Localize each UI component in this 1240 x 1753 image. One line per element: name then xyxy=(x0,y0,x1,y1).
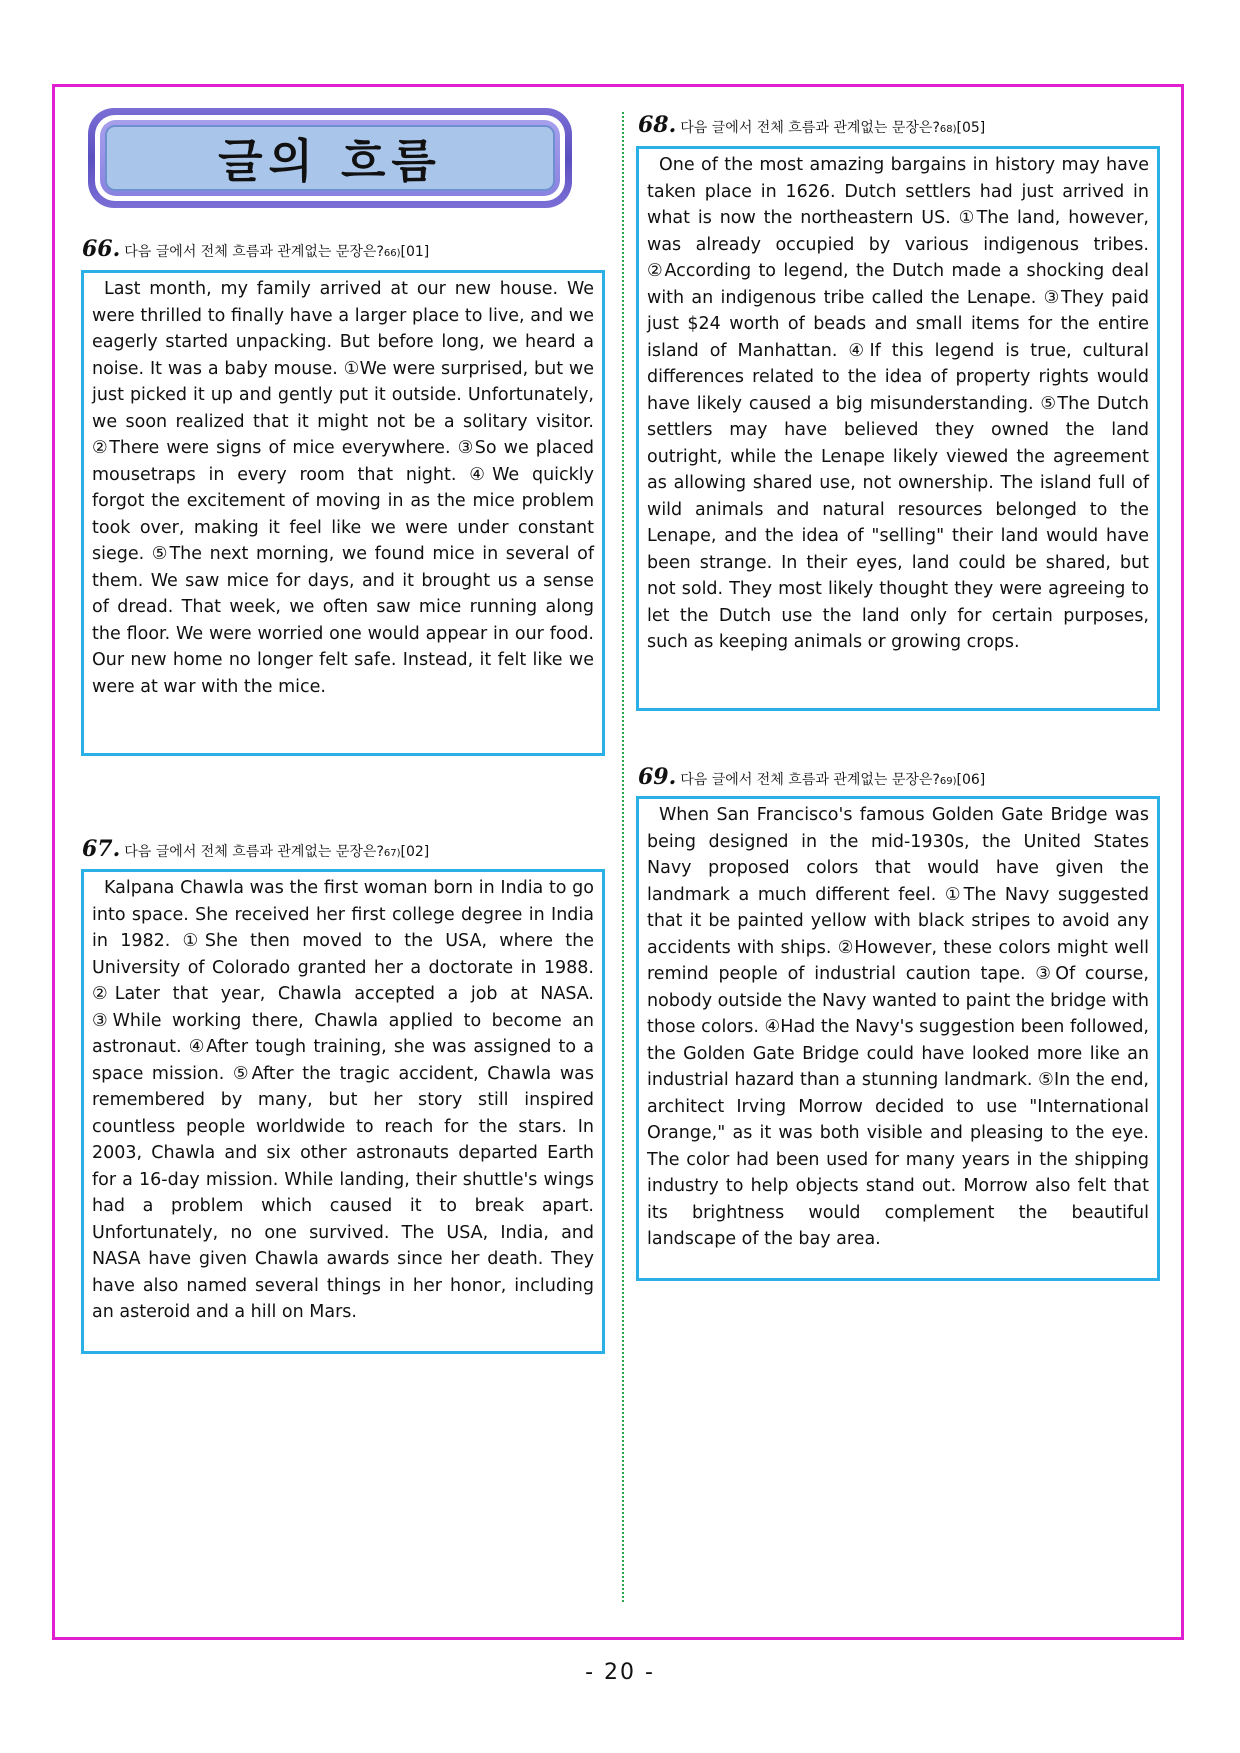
question-code: [05] xyxy=(956,120,986,136)
question-ref: 69) xyxy=(939,776,957,787)
question-67-header xyxy=(82,836,429,862)
question-code: [06] xyxy=(956,772,986,788)
question-ref: 68) xyxy=(939,124,957,135)
question-66-header xyxy=(82,236,429,262)
question-ref: 66) xyxy=(383,248,401,259)
question-prompt: 다음 글에서 전체 흐름과 관계없는 문장은? xyxy=(124,844,384,860)
question-number: 67. xyxy=(82,836,121,862)
passage-66: Last month, my family arrived at our new house. We were thrilled to finally have a larger place to live, and we eagerly started unpacking. But before long, we heard a noise. It was a baby mouse. ①We were surprised, but we just picked it up and gently put it outside. Unfortunately, we soon realized that it might not be a solitary visitor. ②There were signs of mice everywhere. ③So we placed mousetraps in every room that night. ④We quickly forgot the excitement of moving in as the mice problem took over, making it feel like we were under constant siege. ⑤The next morning, we found mice in several of them. We saw mice for days, and it brought us a sense of dread. That week, we often saw mice running along the floor. We were worried one would appear in our food. Our new home no longer felt safe. Instead, it felt like we were at war with the mice. xyxy=(81,270,605,756)
question-number: 68. xyxy=(638,112,677,138)
question-ref: 67) xyxy=(383,848,401,859)
question-68-header xyxy=(638,112,985,138)
question-prompt: 다음 글에서 전체 흐름과 관계없는 문장은? xyxy=(124,244,384,260)
question-69-header xyxy=(638,764,985,790)
question-prompt: 다음 글에서 전체 흐름과 관계없는 문장은? xyxy=(680,120,940,136)
question-number: 69. xyxy=(638,764,677,790)
passage-69: When San Francisco's famous Golden Gate Bridge was being designed in the mid-1930s, the United States Navy proposed colors that would have given the landmark a much different feel. ①The Navy suggested that it be painted yellow with black stripes to avoid any accidents with ships. ②However, these colors might well remind people of industrial caution tape. ③Of course, nobody outside the Navy wanted to paint the bridge with those colors. ④Had the Navy's suggestion been followed, the Golden Gate Bridge could have looked more like an industrial hazard than a stunning landmark. ⑤In the end, architect Irving Morrow decided to use "International Orange," as it was both visible and pleasing to the eye. The color had been used for many years in the shipping industry to help objects stand out. Morrow also felt that its brightness would complement the beautiful landscape of the bay area. xyxy=(636,796,1160,1281)
section-title-banner xyxy=(88,108,572,208)
question-code: [01] xyxy=(400,244,430,260)
question-prompt: 다음 글에서 전체 흐름과 관계없는 문장은? xyxy=(680,772,940,788)
passage-67: Kalpana Chawla was the first woman born in India to go into space. She received her first college degree in India in 1982. ①She then moved to the USA, where the University of Colorado granted her a doctorate in 1988. ②Later that year, Chawla accepted a job at NASA. ③While working there, Chawla applied to become an astronaut. ④After tough training, she was assigned to a space mission. ⑤After the tragic accident, Chawla was remembered by many, but her story still inspired countless people worldwide to reach for the stars. In 2003, Chawla and six other astronauts departed Earth for a 16-day mission. While landing, their shuttle's wings had a problem which caused it to break apart. Unfortunately, no one survived. The USA, India, and NASA have given Chawla awards since her death. They have also named several things in her honor, including an asteroid and a hill on Mars. xyxy=(81,869,605,1354)
passage-68: One of the most amazing bargains in history may have taken place in 1626. Dutch settlers had just arrived in what is now the northeastern US. ①The land, however, was already occupied by various indigenous tribes. ②According to legend, the Dutch made a shocking deal with an indigenous tribe called the Lenape. ③They paid just $24 worth of beads and small items for the entire island of Manhattan. ④If this legend is true, cultural differences related to the idea of property rights would have likely caused a big misunderstanding. ⑤The Dutch settlers may have believed they owned the land outright, while the Lenape likely viewed the agreement as allowing shared use, not ownership. The island full of wild animals and natural resources belonged to the Lenape, and the idea of "selling" their land would have been strange. In their eyes, land could be shared, but not sold. They most likely thought they were agreeing to let the Dutch use the land only for certain purposes, such as keeping animals or growing crops. xyxy=(636,146,1160,711)
question-code: [02] xyxy=(400,844,430,860)
column-divider xyxy=(622,112,624,1602)
page-number: - 20 - xyxy=(585,1660,655,1685)
section-title: 글의 흐름 xyxy=(218,134,442,188)
question-number: 66. xyxy=(82,236,121,262)
